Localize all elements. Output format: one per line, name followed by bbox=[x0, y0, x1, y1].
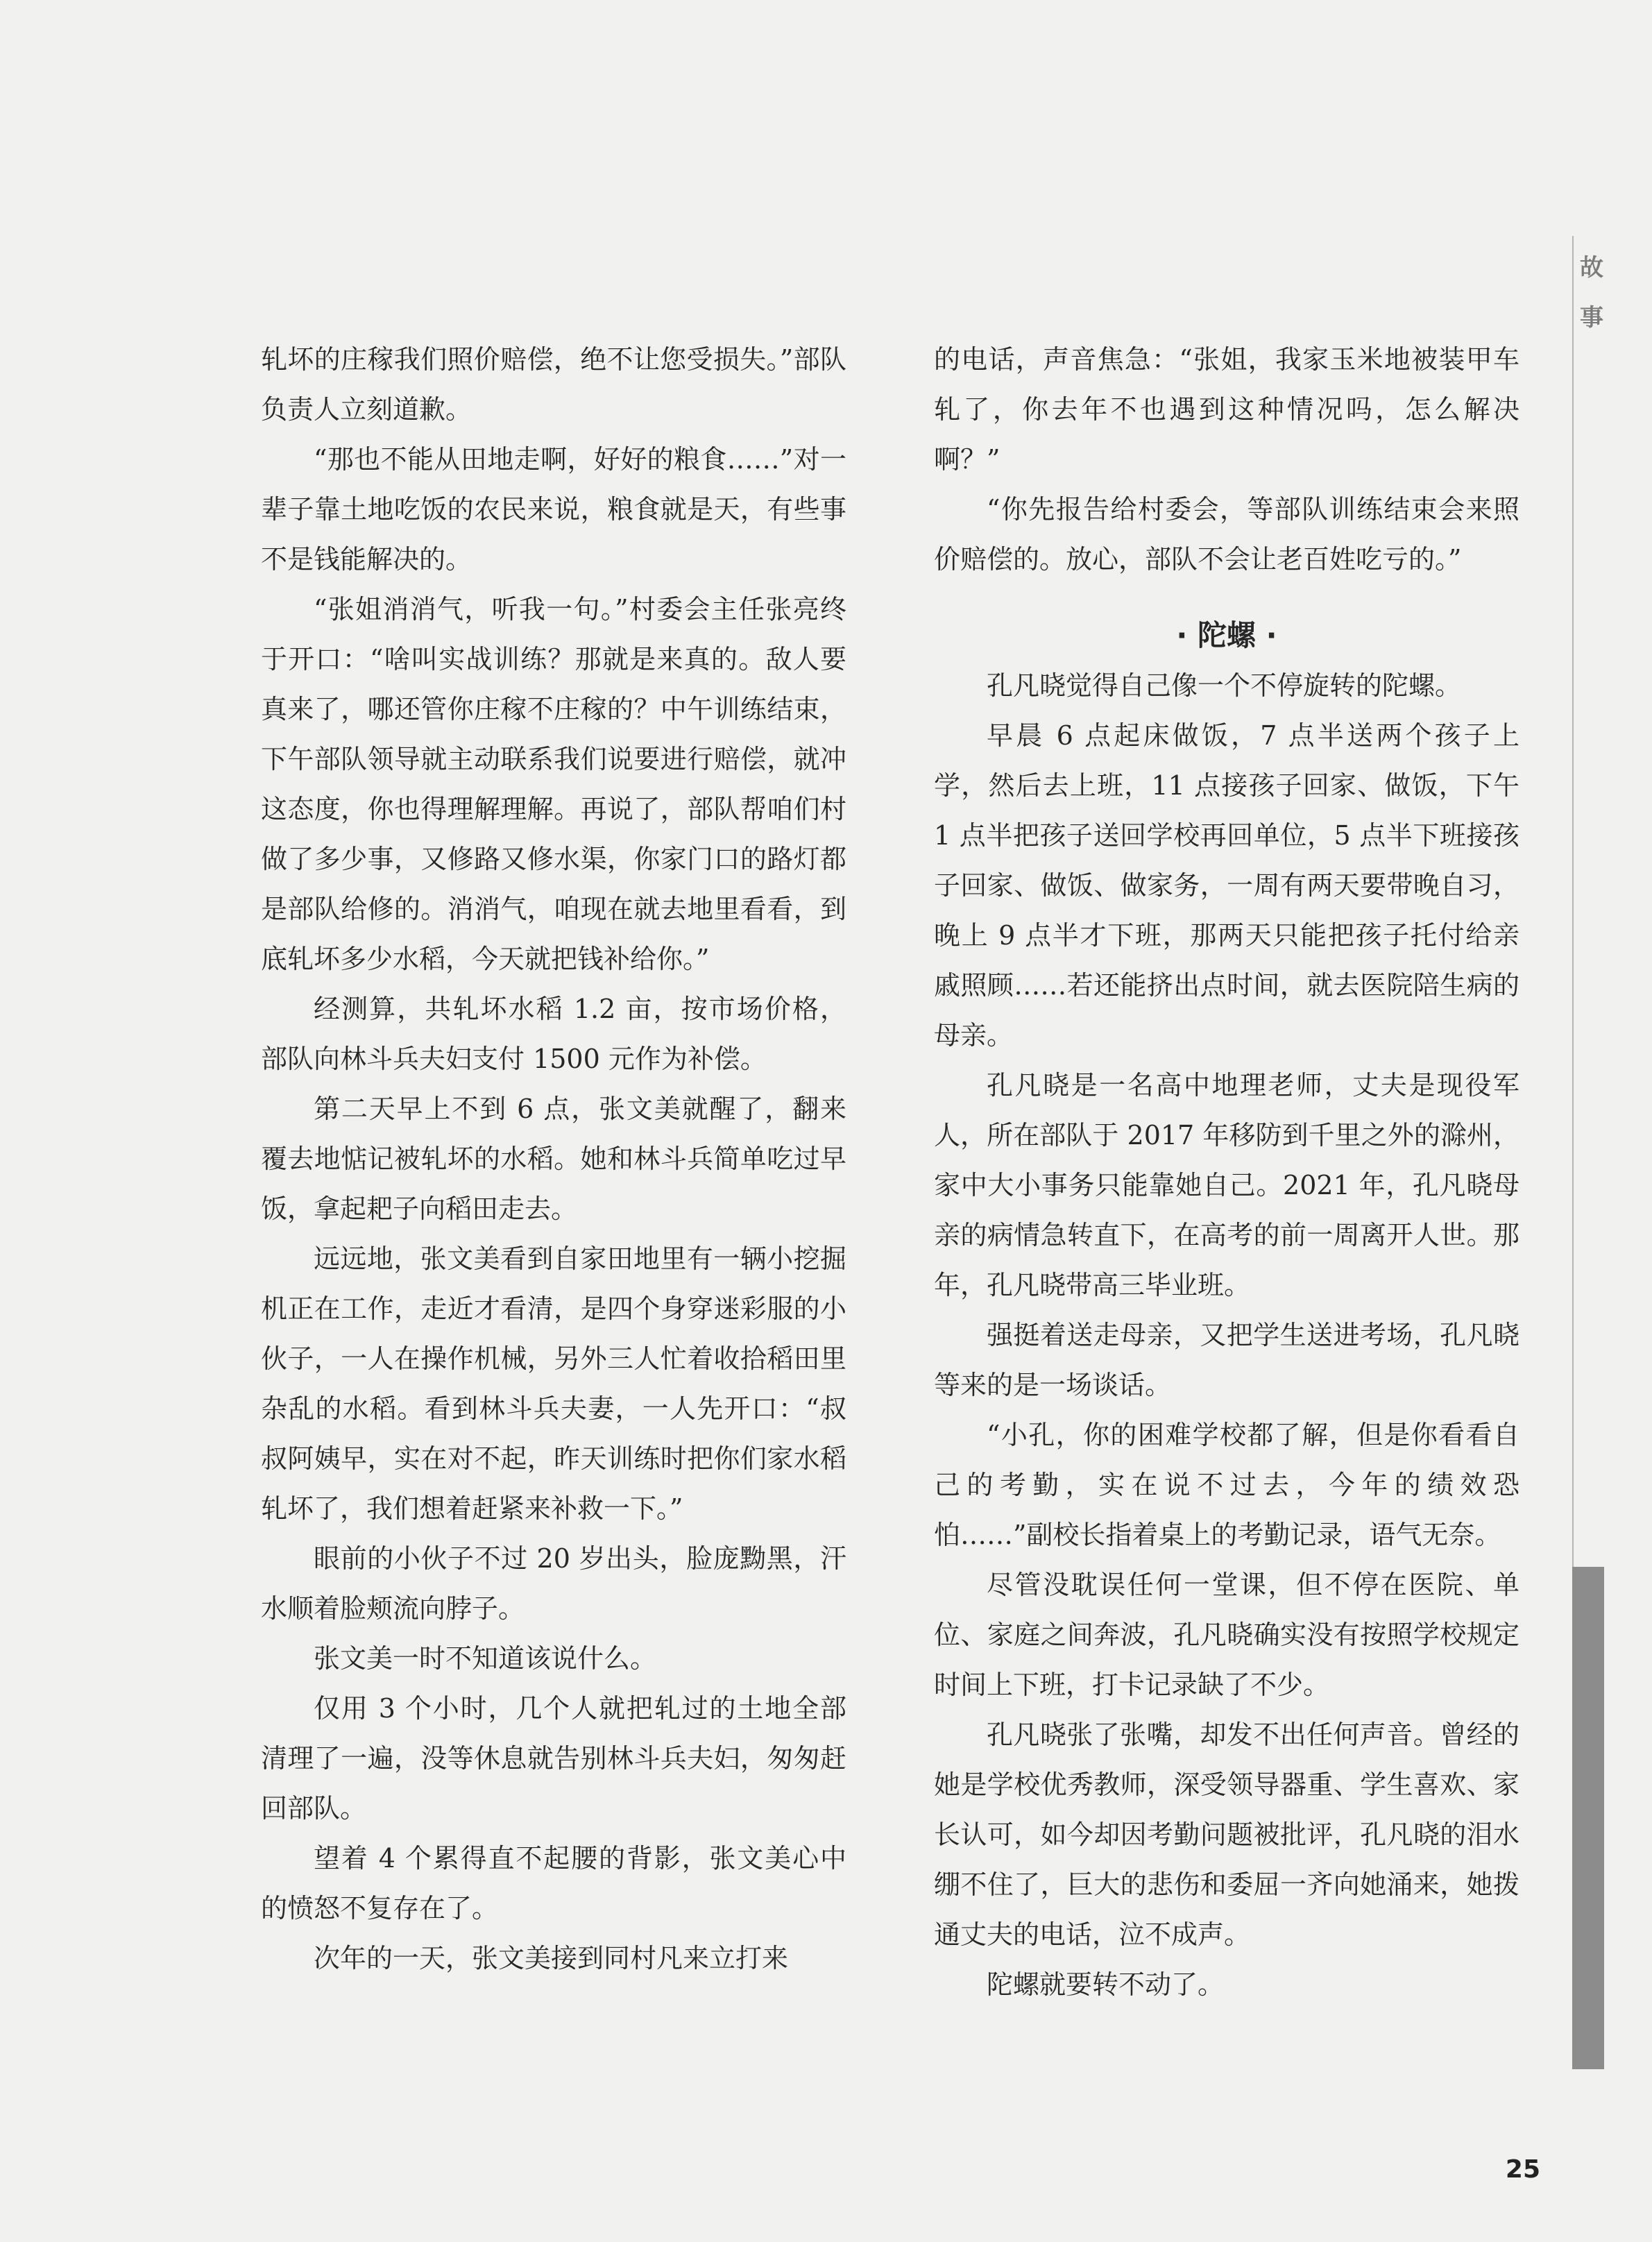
paragraph: 的电话，声音焦急：“张姐，我家玉米地被装甲车轧了，你去年不也遇到这种情况吗，怎么解决啊？” bbox=[934, 344, 1519, 475]
paragraph: 经测算，共轧坏水稻 1.2 亩，按市场价格，部队向林斗兵夫妇支付 1500 元作为补偿。 bbox=[261, 994, 846, 1074]
paragraph: 强挺着送走母亲，又把学生送进考场，孔凡晓等来的是一场谈话。 bbox=[934, 1320, 1519, 1400]
right-column bbox=[934, 334, 1519, 2010]
paragraph: 轧坏的庄稼我们照价赔偿，绝不让您受损失。”部队负责人立刻道歉。 bbox=[261, 344, 846, 425]
paragraph: “那也不能从田地走啊，好好的粮食……”对一辈子靠土地吃饭的农民来说，粮食就是天，有些事不是钱能解决的。 bbox=[261, 444, 846, 575]
side-rule bbox=[1572, 236, 1574, 1568]
paragraph: 尽管没耽误任何一堂课，但不停在医院、单位、家庭之间奔波，孔凡晓确实没有按照学校规定时间上下班，打卡记录缺了不少。 bbox=[934, 1570, 1519, 1700]
section-heading: · 陀螺 · bbox=[1176, 618, 1277, 652]
section-side-label bbox=[1575, 243, 1608, 343]
side-label-char-2: 事 bbox=[1580, 304, 1603, 332]
page-number: 25 bbox=[1505, 2155, 1540, 2184]
paragraph: “张姐消消气，听我一句。”村委会主任张亮终于开口：“啥叫实战训练？那就是来真的。敌人要真来了，哪还管你庄稼不庄稼的？中午训练结束，下午部队领导就主动联系我们说要进行赔偿，就冲这态度，你也得理解理解。再说了，部队帮咱们村做了多少事，又修路又修水渠，你家门口的路灯都是部队给修的。消消气，咱现在就去地里看看，到底轧坏多少水稻，今天就把钱补给你。” bbox=[261, 594, 846, 974]
right-column-bottom bbox=[934, 661, 1519, 2010]
left-column bbox=[261, 334, 846, 1983]
paragraph: “你先报告给村委会，等部队训练结束会来照价赔偿的。放心，部队不会让老百姓吃亏的。” bbox=[934, 494, 1519, 575]
paragraph: 陀螺就要转不动了。 bbox=[987, 1969, 1225, 2000]
paragraph: 孔凡晓觉得自己像一个不停旋转的陀螺。 bbox=[987, 670, 1462, 701]
right-column-top bbox=[934, 334, 1519, 584]
paragraph: 张文美一时不知道该说什么。 bbox=[314, 1643, 657, 1674]
side-thumb-bar bbox=[1572, 1567, 1604, 2069]
paragraph: 孔凡晓张了张嘴，却发不出任何声音。曾经的她是学校优秀教师，深受领导器重、学生喜欢、家长认可，如今却因考勤问题被批评，孔凡晓的泪水绷不住了，巨大的悲伤和委屈一齐向她涌来，她拨通丈夫的电话，泣不成声。 bbox=[934, 1719, 1519, 1950]
paragraph: 第二天早上不到 6 点，张文美就醒了，翻来覆去地惦记被轧坏的水稻。她和林斗兵简单吃过早饭，拿起耙子向稻田走去。 bbox=[261, 1094, 846, 1224]
paragraph: “小孔，你的困难学校都了解，但是你看看自己的考勤，实在说不过去，今年的绩效恐怕……”副校长指着桌上的考勤记录，语气无奈。 bbox=[934, 1420, 1519, 1550]
paragraph: 孔凡晓是一名高中地理老师，丈夫是现役军人，所在部队于 2017 年移防到千里之外的滁州，家中大小事务只能靠她自己。2021 年，孔凡晓母亲的病情急转直下，在高考的前一周离开人世。那年，孔凡晓带高三毕业班。 bbox=[934, 1070, 1519, 1300]
paragraph: 望着 4 个累得直不起腰的背影，张文美心中的愤怒不复存在了。 bbox=[261, 1843, 846, 1923]
paragraph: 次年的一天，张文美接到同村凡来立打来 bbox=[314, 1943, 789, 1973]
paragraph: 远远地，张文美看到自家田地里有一辆小挖掘机正在工作，走近才看清，是四个身穿迷彩服的小伙子，一人在操作机械，另外三人忙着收拾稻田里杂乱的水稻。看到林斗兵夫妻，一人先开口：“叔叔阿姨早，实在对不起，昨天训练时把你们家水稻轧坏了，我们想着赶紧来补救一下。” bbox=[261, 1243, 846, 1524]
paragraph: 早晨 6 点起床做饭，7 点半送两个孩子上学，然后去上班，11 点接孩子回家、做饭，下午 1 点半把孩子送回学校再回单位，5 点半下班接孩子回家、做饭、做家务，一周有两天要带晚自习，晚上 9 点半才下班，那两天只能把孩子托付给亲戚照顾……若还能挤出点时间，就去医院陪生病的母亲。 bbox=[934, 720, 1519, 1051]
paragraph: 仅用 3 个小时，几个人就把轧过的土地全部清理了一遍，没等休息就告别林斗兵夫妇，匆匆赶回部队。 bbox=[261, 1693, 846, 1824]
side-label-char-1: 故 bbox=[1580, 254, 1603, 282]
paragraph: 眼前的小伙子不过 20 岁出头，脸庞黝黑，汗水顺着脸颊流向脖子。 bbox=[261, 1543, 846, 1624]
